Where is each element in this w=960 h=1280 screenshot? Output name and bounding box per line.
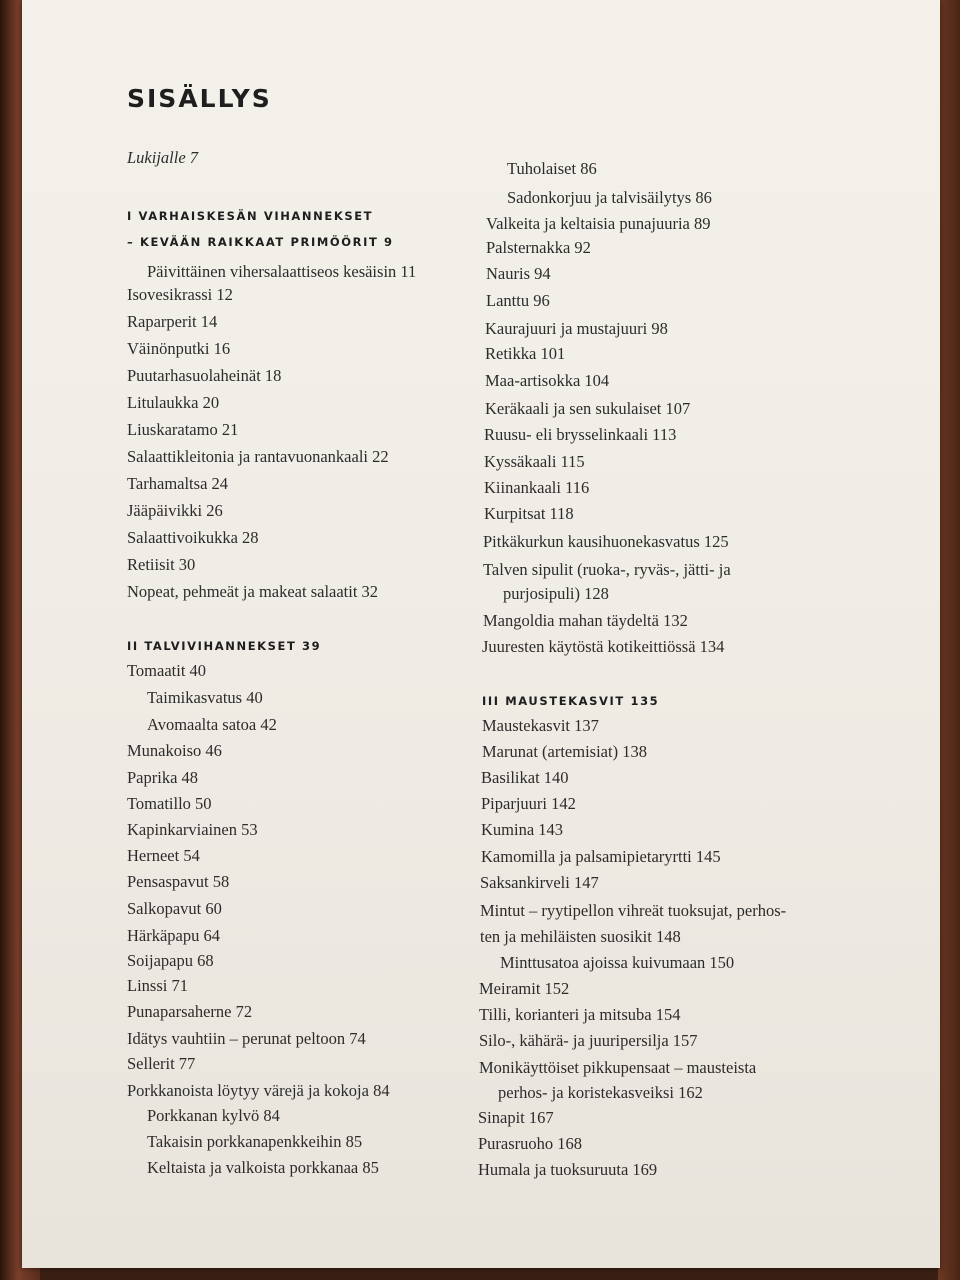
- toc-entry: Sellerit 77: [127, 1054, 196, 1073]
- section-heading: – KEVÄÄN RAIKKAAT PRIMÖÖRIT 9: [127, 235, 394, 249]
- toc-entry: Taimikasvatus 40: [147, 688, 263, 707]
- toc-entry: Palsternakka 92: [486, 238, 591, 257]
- toc-entry: Purasruoho 168: [478, 1134, 583, 1153]
- toc-entry: Pitkäkurkun kausihuonekasvatus 125: [483, 532, 729, 551]
- toc-entry: Sadonkorjuu ja talvisäilytys 86: [507, 188, 712, 207]
- section-heading: III MAUSTEKASVIT 135: [482, 694, 660, 708]
- toc-entry: perhos- ja koristekasveiksi 162: [498, 1083, 703, 1102]
- toc-entry: Liuskaratamo 21: [127, 420, 239, 439]
- toc-entry: Mintut – ryytipellon vihreät tuoksujat, perhos-: [480, 901, 787, 920]
- toc-entry: Kaurajuuri ja mustajuuri 98: [485, 319, 668, 338]
- toc-entry: Isovesikrassi 12: [127, 285, 233, 304]
- toc-entry: Kapinkarviainen 53: [127, 820, 258, 839]
- toc-entry: Meiramit 152: [479, 979, 570, 998]
- toc-entry: Saksankirveli 147: [480, 873, 599, 892]
- book-page: [22, 0, 940, 1268]
- toc-entry: Marunat (artemisiat) 138: [482, 742, 647, 761]
- toc-entry: Keräkaali ja sen sukulaiset 107: [485, 399, 691, 418]
- toc-entry: Kumina 143: [481, 820, 564, 839]
- toc-entry: Nauris 94: [486, 264, 551, 283]
- toc-entry: Humala ja tuoksuruuta 169: [478, 1160, 658, 1179]
- toc-entry: Kamomilla ja palsamipietaryrtti 145: [481, 847, 721, 866]
- toc-entry: Herneet 54: [127, 846, 200, 865]
- toc-entry: Keltaista ja valkoista porkkanaa 85: [147, 1158, 379, 1177]
- toc-entry: Salkopavut 60: [127, 899, 222, 918]
- toc-entry: Retikka 101: [485, 344, 566, 363]
- toc-entry: Valkeita ja keltaisia punajuuria 89: [486, 214, 711, 233]
- section-heading: II TALVIVIHANNEKSET 39: [127, 639, 322, 653]
- toc-entry: Tuholaiset 86: [507, 159, 597, 178]
- toc-entry: ten ja mehiläisten suosikit 148: [480, 927, 681, 946]
- toc-entry: Avomaalta satoa 42: [147, 715, 277, 734]
- toc-entry: Tilli, korianteri ja mitsuba 154: [479, 1005, 681, 1024]
- toc-entry: Minttusatoa ajoissa kuivumaan 150: [500, 953, 735, 972]
- toc-entry: Talven sipulit (ruoka-, ryväs-, jätti- ja: [483, 560, 731, 579]
- toc-entry: Lukijalle 7: [127, 148, 199, 167]
- toc-entry: Tomaatit 40: [127, 661, 207, 680]
- toc-entry: Päivittäinen vihersalaattiseos kesäisin 11: [147, 262, 417, 281]
- toc-entry: Salaattikleitonia ja rantavuonankaali 22: [127, 447, 389, 466]
- toc-entry: Porkkanan kylvö 84: [147, 1106, 280, 1125]
- table-surface-edge: [938, 0, 960, 1280]
- toc-entry: Härkäpapu 64: [127, 926, 221, 945]
- toc-entry: Punaparsaherne 72: [127, 1002, 253, 1021]
- toc-entry: Litulaukka 20: [127, 393, 220, 412]
- toc-entry: Puutarhasuolaheinät 18: [127, 366, 282, 385]
- toc-entry: Kiinankaali 116: [484, 478, 590, 497]
- toc-entry: Piparjuuri 142: [481, 794, 576, 813]
- toc-entry: Porkkanoista löytyy värejä ja kokoja 84: [127, 1081, 390, 1100]
- toc-entry: Mangoldia mahan täydeltä 132: [483, 611, 688, 630]
- toc-entry: Maustekasvit 137: [482, 716, 599, 735]
- toc-entry: Retiisit 30: [127, 555, 196, 574]
- toc-entry: Linssi 71: [127, 976, 188, 995]
- toc-entry: Jääpäivikki 26: [127, 501, 223, 520]
- toc-entry: Väinönputki 16: [127, 339, 231, 358]
- toc-entry: Ruusu- eli brysselinkaali 113: [484, 425, 677, 444]
- toc-entry: Lanttu 96: [486, 291, 550, 310]
- toc-entry: Soijapapu 68: [127, 951, 214, 970]
- page-title: SISÄLLYS: [127, 84, 272, 113]
- toc-entry: Raparperit 14: [127, 312, 218, 331]
- section-heading: I VARHAISKESÄN VIHANNEKSET: [127, 209, 374, 223]
- toc-entry: Silo-, kähärä- ja juuripersilja 157: [479, 1031, 698, 1050]
- toc-entry: Sinapit 167: [478, 1108, 554, 1127]
- toc-entry: Kyssäkaali 115: [484, 452, 585, 471]
- toc-entry: Pensaspavut 58: [127, 872, 230, 891]
- toc-entry: Salaattivoikukka 28: [127, 528, 259, 547]
- toc-entry: Munakoiso 46: [127, 741, 222, 760]
- toc-entry: purjosipuli) 128: [503, 584, 609, 603]
- toc-entry: Tarhamaltsa 24: [127, 474, 229, 493]
- toc-entry: Idätys vauhtiin – perunat peltoon 74: [127, 1029, 366, 1048]
- toc-entry: Maa-artisokka 104: [485, 371, 610, 390]
- toc-entry: Paprika 48: [127, 768, 199, 787]
- toc-entry: Tomatillo 50: [127, 794, 212, 813]
- toc-entry: Nopeat, pehmeät ja makeat salaatit 32: [127, 582, 379, 601]
- toc-entry: Kurpitsat 118: [484, 504, 574, 523]
- toc-entry: Takaisin porkkanapenkkeihin 85: [147, 1132, 363, 1151]
- toc-entry: Monikäyttöiset pikkupensaat – mausteista: [479, 1058, 757, 1077]
- toc-entry: Basilikat 140: [481, 768, 569, 787]
- toc-entry: Juuresten käytöstä kotikeittiössä 134: [482, 637, 725, 656]
